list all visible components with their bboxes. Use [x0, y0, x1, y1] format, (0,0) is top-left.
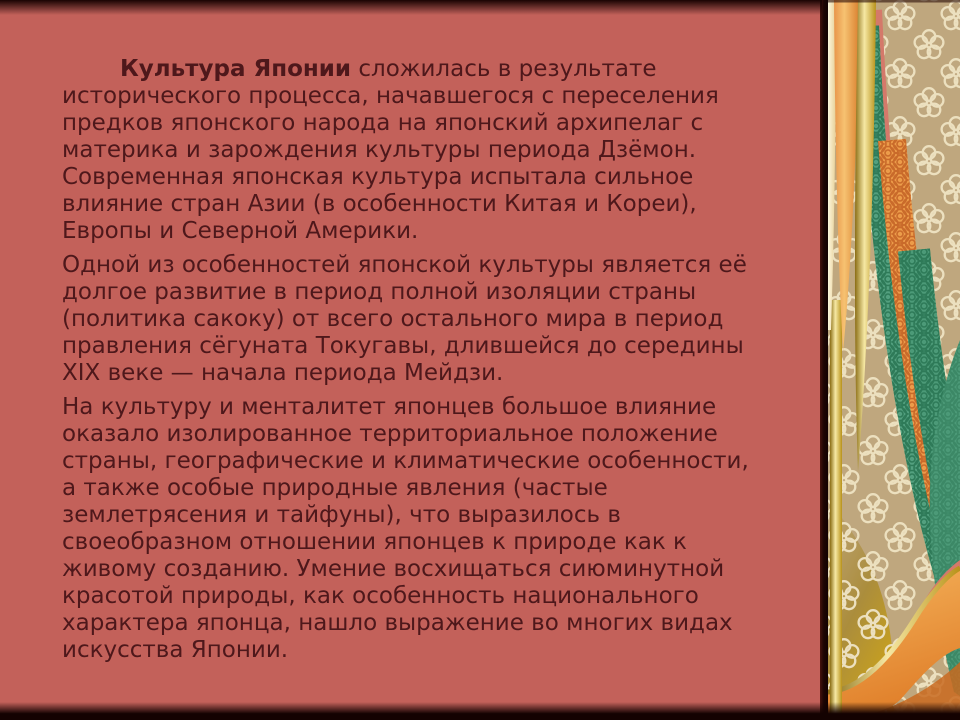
bottom-shadow — [0, 702, 960, 720]
paragraph-lead-bold: Культура Японии — [120, 56, 352, 82]
kimono-artwork-svg — [828, 0, 960, 720]
paragraph-intro — [62, 56, 758, 245]
frame-divider — [820, 0, 828, 720]
paragraph-intro-text: сложилась в результате исторического процесса, начавшегося с переселения предков японского народа на японский архипелаг с материка и зарождения культуры периода Дзёмон. Современная японская культура испытала сильное влияние стран Азии (в особенности Китая и Кореи), Европы и Северной Америки. — [62, 56, 719, 244]
kimono-artwork — [828, 0, 960, 720]
paragraph-isolation: Одной из особенностей японской культуры является её долгое развитие в период полной изоляции страны (политика сакоку) от всего остального мира в период правления сёгуната Токугавы, длившейся до середины XIX веке — начала периода Мейдзи. — [62, 252, 747, 386]
panel-top-line — [828, 0, 960, 3]
gold-strip-lower — [830, 300, 842, 720]
paragraph-mentality: На культуру и менталитет японцев большое влияние оказало изолированное территориальное положение страны, географические и климатические особенности, а также особые природные явления (частые землетрясения и тайфуны), что выразилось в своеобразном отношении японцев к природе как к живому созданию. Умение восхищаться сиюминутной красотой природы, как особенность национального характера японца, нашло выражение во многих видах искусства Японии. — [62, 394, 749, 663]
